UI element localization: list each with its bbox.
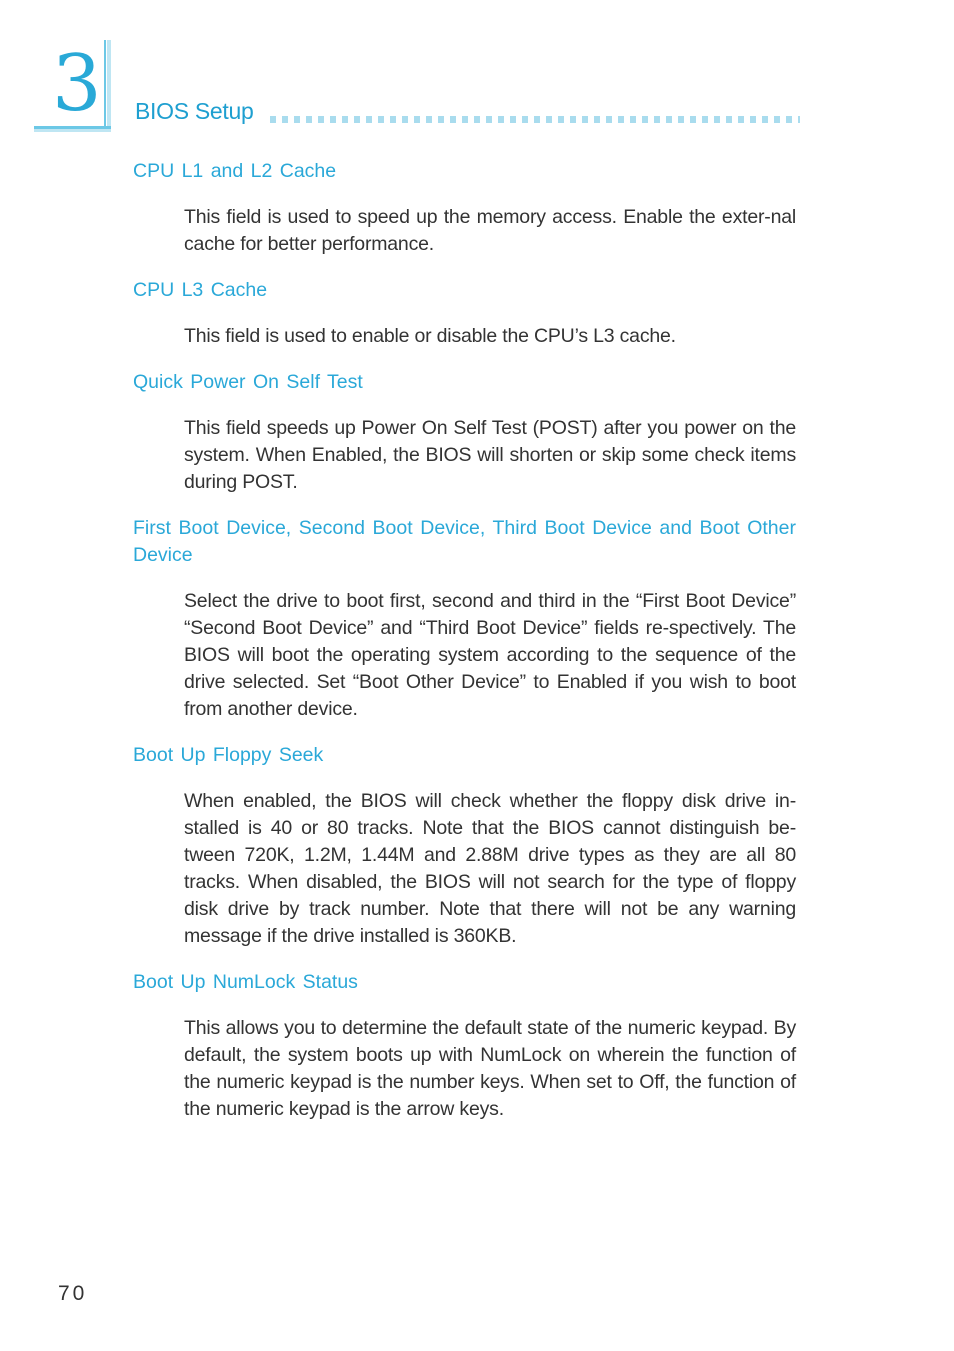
section-body-boot-up-floppy-seek: When enabled, the BIOS will check whether the floppy disk drive in-stalled is 40 or 80 tracks. Note that the BIOS cannot distinguish be-tween 720K, 1.2M, 1.44M and 2.88M drive types as they are all 80 tracks. When disabled, the BIOS will not search for the type of floppy disk drive by track number. Note that there will not be any warning message if the drive installed is 360KB. <box>184 790 796 947</box>
section-body-cpu-l3-cache: This field is used to enable or disable the CPU’s L3 cache. <box>184 325 676 347</box>
chapter-badge-inner-rule <box>104 40 106 128</box>
section-body-cpu-l1-l2-cache: This field is used to speed up the memory access. Enable the exter-nal cache for better performance. <box>184 206 796 255</box>
document-content <box>133 158 796 1142</box>
section-heading-quick-power-on-self-test: Quick Power On Self Test <box>133 371 363 393</box>
section-heading-cpu-l1-l2-cache: CPU L1 and L2 Cache <box>133 160 337 182</box>
chapter-number: 3 <box>52 39 102 129</box>
section-heading-cpu-l3-cache: CPU L3 Cache <box>133 279 268 301</box>
section-body-boot-devices: Select the drive to boot first, second and third in the “First Boot Device” “Second Boot Device” and “Third Boot Device” fields re-spectively. The BIOS will boot the operating system according to the sequence of the drive selected. Set “Boot Other Device” to Enabled if you wish to boot from another device. <box>184 590 796 720</box>
section-heading-boot-up-floppy-seek: Boot Up Floppy Seek <box>133 744 324 766</box>
section-body-boot-up-numlock-status: This allows you to determine the default state of the numeric keypad. By default, the system boots up with NumLock on wherein the function of the numeric keypad is the number keys. When set to Off, the function of the numeric keypad is the arrow keys. <box>184 1017 796 1120</box>
dotted-header-rule <box>270 116 800 123</box>
chapter-badge-vertical-rule <box>107 40 111 132</box>
section-heading-boot-up-numlock-status: Boot Up NumLock Status <box>133 971 358 993</box>
page-number: 70 <box>58 1282 88 1305</box>
section-body-quick-power-on-self-test: This field speeds up Power On Self Test (POST) after you power on the system. When Enabled, the BIOS will shorten or skip some check items during POST. <box>184 417 796 493</box>
section-heading-boot-devices: First Boot Device, Second Boot Device, Third Boot Device and Boot Other Device <box>133 517 796 566</box>
chapter-title: BIOS Setup <box>135 98 254 124</box>
